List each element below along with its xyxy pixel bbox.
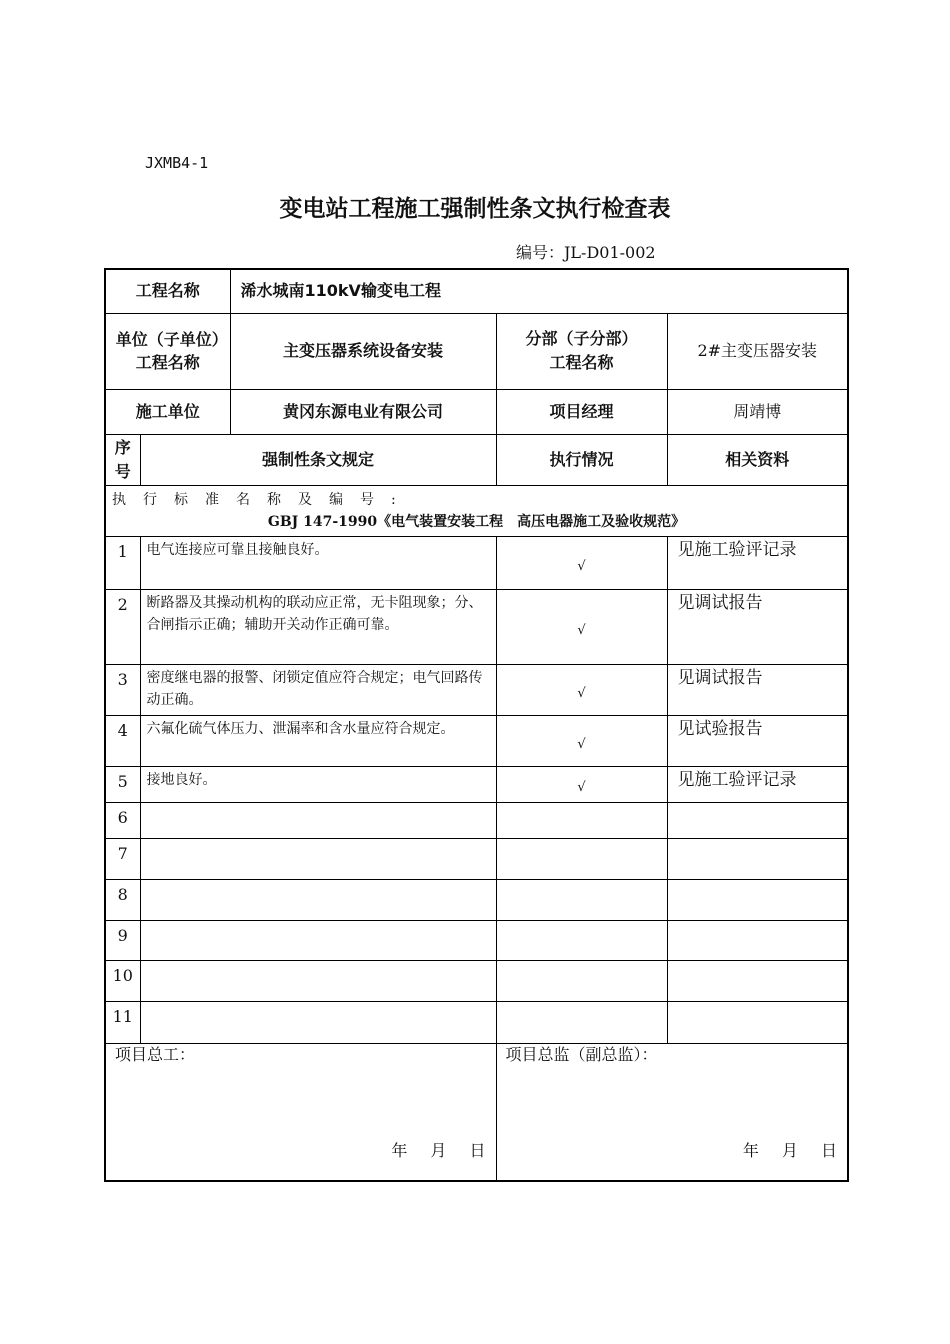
row-number: 4 [105, 715, 140, 766]
unit-row [105, 313, 848, 389]
form-code: JXMB4-1 [145, 154, 209, 172]
row-status: √ [496, 766, 667, 802]
row-rule [140, 1001, 496, 1043]
project-name-value: 浠水城南110kV输变电工程 [230, 269, 848, 313]
row-status [496, 802, 667, 838]
standard-label: 执行标准名称及编号: [112, 491, 413, 508]
supervisor-label: 项目总监（副总监）： [505, 1044, 658, 1064]
standard-cell [105, 485, 848, 536]
table-row [105, 802, 848, 838]
row-rule: 电气连接应可靠且接触良好。 [140, 536, 496, 589]
table-row [105, 1001, 848, 1043]
table-row [105, 766, 848, 802]
table-row [105, 879, 848, 920]
table-row [105, 589, 848, 664]
manager-value: 周靖博 [667, 389, 848, 434]
chief-engineer-date: 年 月 日 [391, 1140, 486, 1160]
table-row [105, 960, 848, 1001]
row-number: 9 [105, 920, 140, 960]
row-rule: 断路器及其操动机构的联动应正常，无卡阻现象；分、合闸指示正确；辅助开关动作正确可靠。 [140, 589, 496, 664]
signature-row [105, 1043, 848, 1181]
project-name-label: 工程名称 [105, 269, 230, 313]
row-reference: 见试验报告 [667, 715, 848, 766]
unit-value: 主变压器系统设备安装 [230, 313, 496, 389]
row-status: √ [496, 589, 667, 664]
row-status [496, 920, 667, 960]
row-status: √ [496, 664, 667, 715]
row-reference [667, 920, 848, 960]
row-rule [140, 879, 496, 920]
row-number: 3 [105, 664, 140, 715]
row-status: √ [496, 536, 667, 589]
row-number: 10 [105, 960, 140, 1001]
standard-row [105, 485, 848, 536]
row-status [496, 960, 667, 1001]
row-reference [667, 838, 848, 879]
row-number: 8 [105, 879, 140, 920]
supervisor-signature-cell [496, 1043, 848, 1181]
inspection-table [104, 268, 849, 1182]
supervisor-date: 年 月 日 [742, 1140, 838, 1160]
row-status: √ [496, 715, 667, 766]
sub-unit-label: 分部（子分部）工程名称 [496, 313, 667, 389]
sub-unit-value: 2#主变压器安装 [667, 313, 848, 389]
row-number: 7 [105, 838, 140, 879]
ref-header: 相关资料 [667, 434, 848, 485]
row-reference: 见调试报告 [667, 664, 848, 715]
table-row [105, 664, 848, 715]
row-status [496, 879, 667, 920]
contractor-label: 施工单位 [105, 389, 230, 434]
row-reference: 见调试报告 [667, 589, 848, 664]
row-reference: 见施工验评记录 [667, 536, 848, 589]
row-rule: 接地良好。 [140, 766, 496, 802]
page-title: 变电站工程施工强制性条文执行检查表 [279, 196, 671, 222]
contractor-row [105, 389, 848, 434]
row-rule: 六氟化硫气体压力、泄漏率和含水量应符合规定。 [140, 715, 496, 766]
row-number: 1 [105, 536, 140, 589]
row-reference [667, 879, 848, 920]
unit-label: 单位（子单位）工程名称 [105, 313, 230, 389]
contractor-value: 黄冈东源电业有限公司 [230, 389, 496, 434]
chief-engineer-label: 项目总工： [115, 1044, 196, 1064]
table-row [105, 536, 848, 589]
standard-value: GBJ 147-1990《电气装置安装工程 高压电器施工及验收规范》 [267, 513, 686, 530]
row-rule [140, 802, 496, 838]
row-rule [140, 838, 496, 879]
row-number: 5 [105, 766, 140, 802]
row-number: 2 [105, 589, 140, 664]
table-row [105, 715, 848, 766]
row-reference [667, 802, 848, 838]
row-number: 6 [105, 802, 140, 838]
rule-header: 强制性条文规定 [140, 434, 496, 485]
row-rule [140, 920, 496, 960]
status-header: 执行情况 [496, 434, 667, 485]
seq-header: 序号 [105, 434, 140, 485]
header-row [105, 434, 848, 485]
table-row [105, 920, 848, 960]
chief-engineer-signature-cell [105, 1043, 496, 1181]
project-name-row [105, 269, 848, 313]
row-rule: 密度继电器的报警、闭锁定值应符合规定；电气回路传动正确。 [140, 664, 496, 715]
row-reference [667, 960, 848, 1001]
document-number: 编号：JL-D01-002 [516, 243, 656, 262]
manager-label: 项目经理 [496, 389, 667, 434]
row-reference [667, 1001, 848, 1043]
row-rule [140, 960, 496, 1001]
row-reference: 见施工验评记录 [667, 766, 848, 802]
row-status [496, 1001, 667, 1043]
row-number: 11 [105, 1001, 140, 1043]
row-status [496, 838, 667, 879]
table-row [105, 838, 848, 879]
